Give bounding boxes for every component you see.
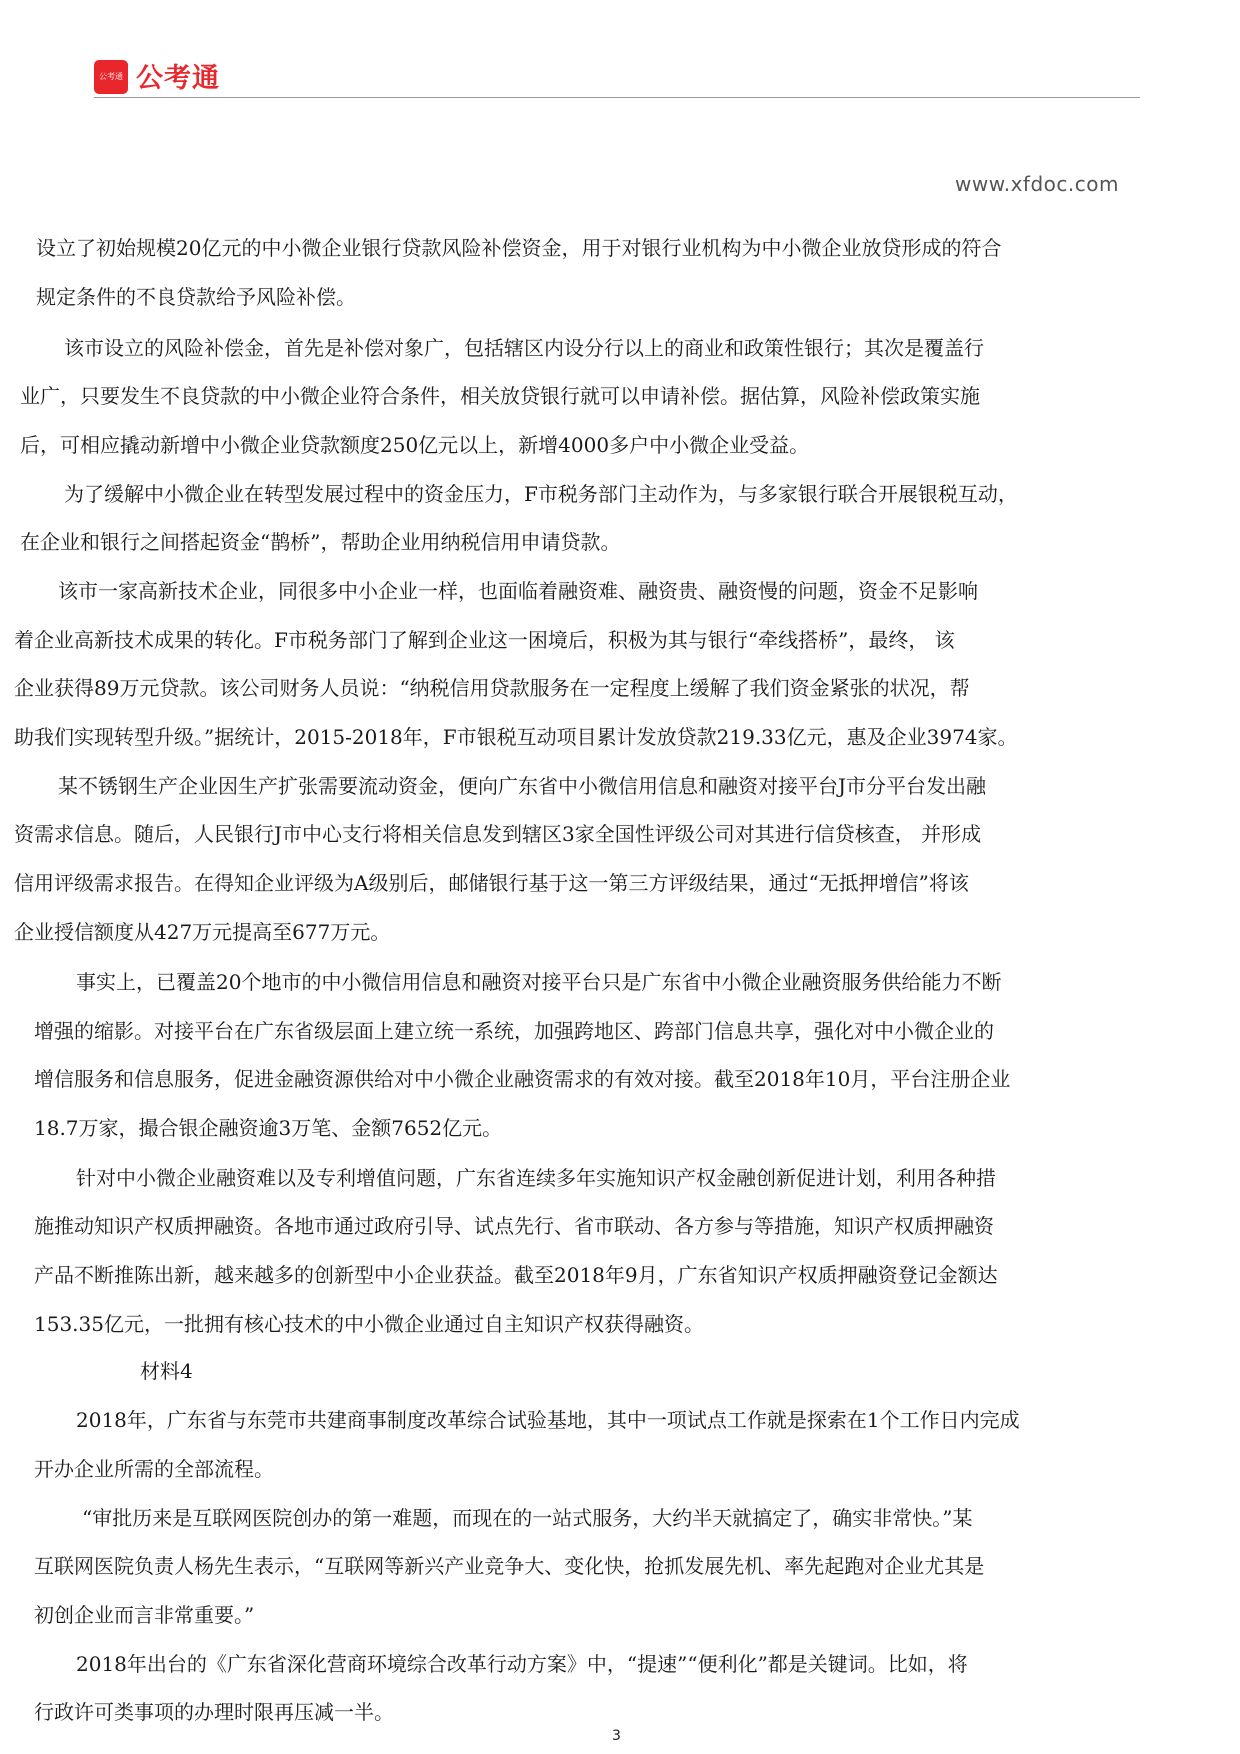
text-line: 增强的缩影。对接平台在广东省级层面上建立统一系统，加强跨地区、跨部门信息共享，强化对中小微企业的: [34, 1019, 994, 1043]
text-line: 企业获得89万元贷款。该公司财务人员说：“纳税信用贷款服务在一定程度上缓解了我们资金紧张的状况，帮: [14, 676, 970, 700]
text-line: 设立了初始规模20亿元的中小微企业银行贷款风险补偿资金，用于对银行业机构为中小微企业放贷形成的符合: [36, 236, 1002, 260]
text-line: 后，可相应撬动新增中小微企业贷款额度250亿元以上，新增4000多户中小微企业受益。: [20, 433, 810, 457]
text-line: 产品不断推陈出新，越来越多的创新型中小企业获益。截至2018年9月，广东省知识产权质押融资登记金额达: [34, 1263, 998, 1287]
text-line: 助我们实现转型升级。”据统计，2015-2018年，F市银税互动项目累计发放贷款219.33亿元，惠及企业3974家。: [14, 725, 1018, 749]
text-line: 开办企业所需的全部流程。: [34, 1457, 274, 1481]
section-heading: 材料4: [140, 1359, 193, 1383]
text-line: 153.35亿元，一批拥有核心技术的中小微企业通过自主知识产权获得融资。: [34, 1312, 704, 1336]
site-url: www.xfdoc.com: [955, 172, 1119, 196]
text-line: 某不锈钢生产企业因生产扩张需要流动资金，便向广东省中小微信用信息和融资对接平台J市分平台发出融: [58, 774, 987, 798]
text-line: 针对中小微企业融资难以及专利增值问题，广东省连续多年实施知识产权金融创新促进计划，利用各种措: [76, 1166, 996, 1190]
text-line: 增信服务和信息服务，促进金融资源供给对中小微企业融资需求的有效对接。截至2018年10月，平台注册企业: [34, 1067, 1011, 1091]
text-line: 2018年，广东省与东莞市共建商事制度改革综合试验基地，其中一项试点工作就是探索在1个工作日内完成: [76, 1408, 1020, 1432]
text-line: 初创企业而言非常重要。”: [34, 1603, 255, 1627]
text-line: 互联网医院负责人杨先生表示，“互联网等新兴产业竞争大、变化快，抢抓发展先机、率先起跑对企业尤其是: [34, 1554, 985, 1578]
text-line: 行政许可类事项的办理时限再压减一半。: [34, 1700, 394, 1724]
text-line: “审批历来是互联网医院创办的第一难题，而现在的一站式服务，大约半天就搞定了，确实非常快。”某: [82, 1506, 973, 1530]
text-line: 18.7万家，撮合银企融资逾3万笔、金额7652亿元。: [34, 1116, 503, 1140]
text-line: 企业授信额度从427万元提高至677万元。: [14, 920, 391, 944]
text-line: 2018年出台的《广东省深化营商环境综合改革行动方案》中，“提速”“便利化”都是关键词。比如，将: [76, 1652, 968, 1676]
page-number: 3: [612, 1728, 621, 1744]
logo-text: 公考通: [136, 63, 220, 94]
text-line: 该市一家高新技术企业，同很多中小企业一样，也面临着融资难、融资贵、融资慢的问题，资金不足影响: [58, 579, 978, 603]
text-line: 为了缓解中小微企业在转型发展过程中的资金压力，F市税务部门主动作为，与多家银行联合开展银税互动，: [64, 482, 1018, 506]
text-line: 施推动知识产权质押融资。各地市通过政府引导、试点先行、省市联动、各方参与等措施，知识产权质押融资: [34, 1214, 994, 1238]
text-line: 着企业高新技术成果的转化。F市税务部门了解到企业这一困境后，积极为其与银行“牵线搭桥”，最终， 该: [14, 628, 955, 652]
text-line: 信用评级需求报告。在得知企业评级为A级别后，邮储银行基于这一第三方评级结果，通过“无抵押增信”将该: [14, 871, 969, 895]
text-line: 规定条件的不良贷款给予风险补偿。: [36, 285, 356, 309]
logo-badge: 公考通: [94, 60, 128, 94]
text-line: 该市设立的风险补偿金，首先是补偿对象广，包括辖区内设分行以上的商业和政策性银行；其次是覆盖行: [64, 336, 984, 360]
text-line: 资需求信息。随后，人民银行J市中心支行将相关信息发到辖区3家全国性评级公司对其进行信贷核查， 并形成: [14, 822, 982, 846]
text-line: 事实上，已覆盖20个地市的中小微信用信息和融资对接平台只是广东省中小微企业融资服务供给能力不断: [76, 970, 1002, 994]
text-line: 业广，只要发生不良贷款的中小微企业符合条件，相关放贷银行就可以申请补偿。据估算，风险补偿政策实施: [20, 384, 980, 408]
text-line: 在企业和银行之间搭起资金“鹊桥”，帮助企业用纳税信用申请贷款。: [20, 530, 621, 554]
